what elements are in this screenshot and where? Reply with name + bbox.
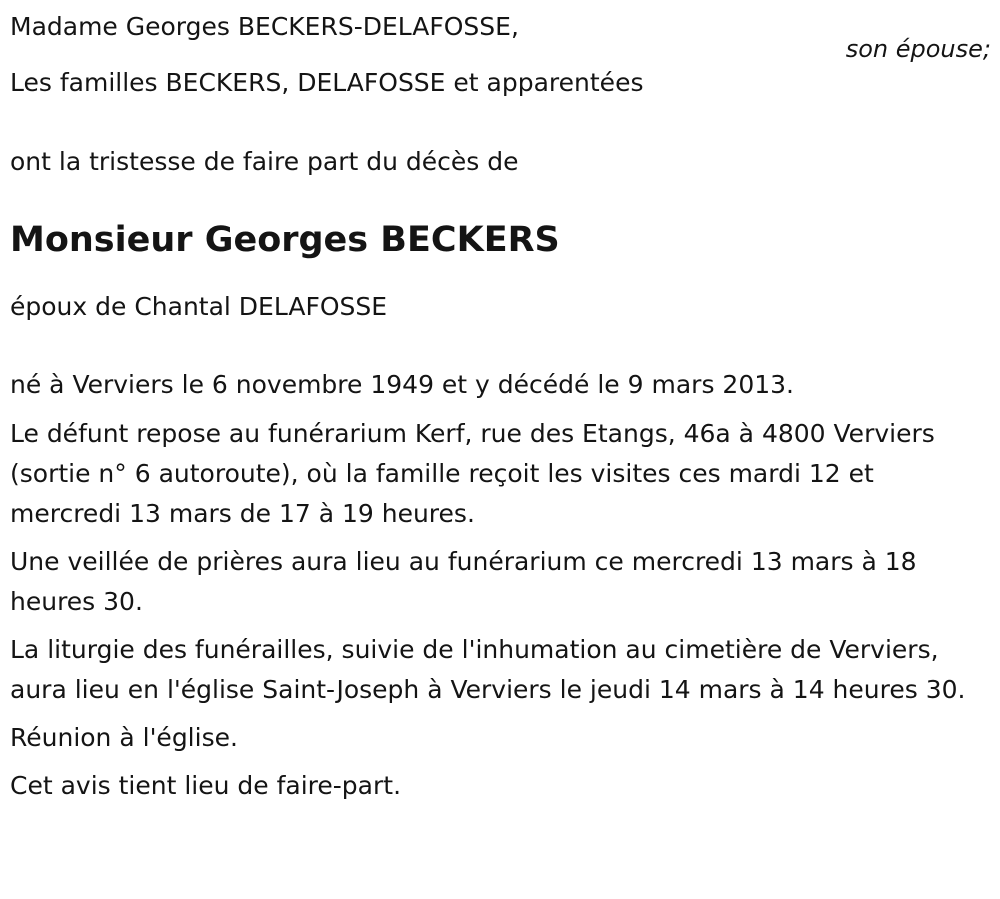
obituary-notice — [10, 0, 990, 806]
birth-death-line: né à Verviers le 6 novembre 1949 et y décédé le 9 mars 2013. — [10, 370, 794, 399]
spouse-of-line: époux de Chantal DELAFOSSE — [10, 292, 388, 321]
announcement-line: ont la tristesse de faire part du décès de — [10, 147, 519, 176]
liturgy-paragraph: La liturgie des funérailles, suivie de l'inhumation au cimetière de Verviers, aura lieu en l'église Saint-Joseph à Verviers le jeudi 14 mars à 14 heures 30. — [10, 635, 966, 704]
families-line: Les familles BECKERS, DELAFOSSE et apparentées — [10, 68, 644, 97]
deceased-name: Monsieur Georges BECKERS — [10, 220, 560, 260]
widow-line-row — [10, 0, 991, 63]
widow-name: Madame Georges BECKERS-DELAFOSSE, — [10, 12, 519, 41]
vigil-paragraph: Une veillée de prières aura lieu au funérarium ce mercredi 13 mars à 18 heures 30. — [10, 547, 917, 616]
meeting-paragraph: Réunion à l'église. — [10, 723, 238, 752]
widow-role: son épouse; — [845, 35, 991, 63]
funeral-home-paragraph: Le défunt repose au funérarium Kerf, rue des Etangs, 46a à 4800 Verviers (sortie n° 6 autoroute), où la famille reçoit les visites ces mardi 12 et mercredi 13 mars de 17 à 19 heures. — [10, 419, 935, 528]
closing-paragraph: Cet avis tient lieu de faire-part. — [10, 771, 402, 800]
